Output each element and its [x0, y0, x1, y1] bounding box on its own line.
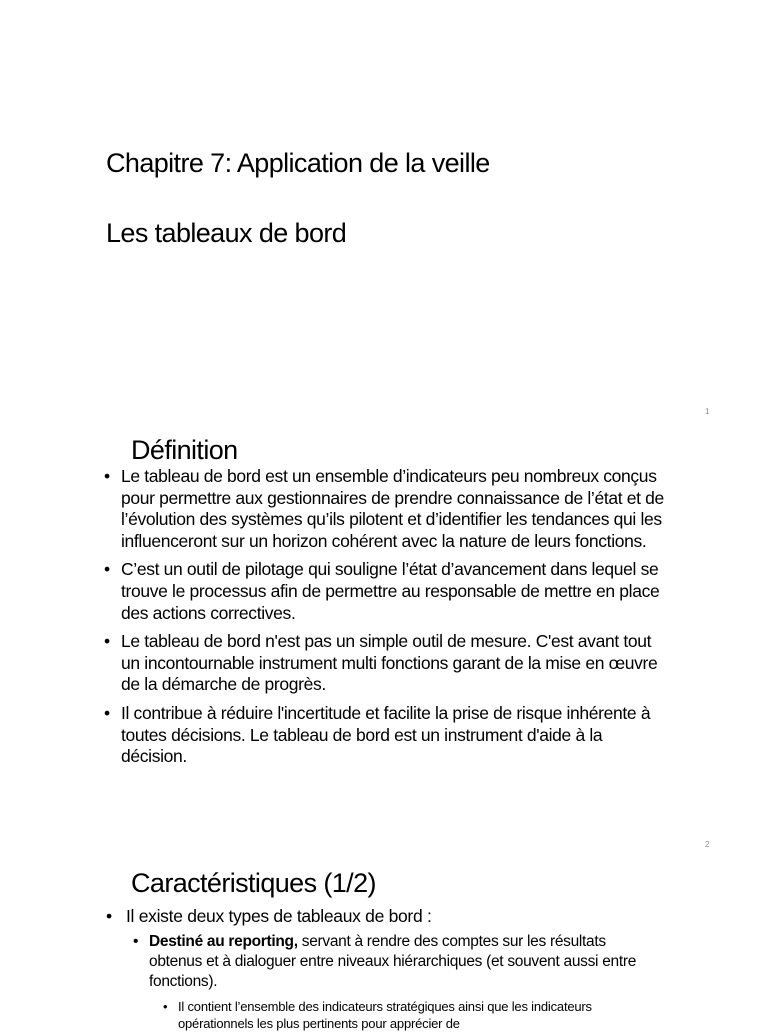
page-number-1: 1: [705, 407, 710, 416]
slide2-title: Définition: [131, 435, 238, 465]
bullet-icon: •: [106, 906, 112, 926]
definition-text: Le tableau de bord est un ensemble d’indicateurs peu nombreux conçus pour permettre aux gestionnaires de prendre connaissance de l’état et de l’évolution des systèmes qu’ils pilotent et d’identifier les tendances qui les influenceront sur un horizon cohérent avec la nature de leurs fonctions.: [121, 466, 664, 551]
reporting-subitem: [163, 998, 643, 1032]
bullet-icon: •: [163, 999, 168, 1014]
slide3-title: Caractéristiques (1/2): [131, 868, 376, 898]
page-number-2: 2: [705, 840, 710, 849]
definition-text: C’est un outil de pilotage qui souligne l’état d’avancement dans lequel se trouve le processus afin de permettre au responsable de mettre en place des actions correctives.: [121, 559, 660, 623]
slide1-subtitle: Les tableaux de bord: [106, 218, 347, 248]
reporting-item: [133, 932, 653, 992]
reporting-text: servant à rendre des comptes sur les résultats obtenus et à dialoguer entre niveaux hiérarchiques (et souvent aussi entre fonctions).: [149, 933, 637, 990]
slide1-title: Chapitre 7: Application de la veille: [106, 148, 490, 178]
definition-item: [104, 631, 664, 696]
definition-item: [104, 559, 664, 624]
types-intro-text: Il existe deux types de tableaux de bord :: [126, 906, 432, 926]
bullet-icon: •: [104, 631, 110, 652]
bullet-icon: •: [104, 559, 110, 580]
reporting-label: Destiné au reporting,: [149, 933, 298, 950]
definition-list: [104, 466, 664, 775]
bullet-icon: •: [104, 702, 110, 723]
reporting-subitem-text: Il contient l’ensemble des indicateurs stratégiques ainsi que les indicateurs opérationnels les plus pertinents pour apprécier de: [178, 999, 592, 1031]
definition-text: Il contribue à réduire l'incertitude et facilite la prise de risque inhérente à toutes décisions. Le tableau de bord est un instrument d'aide à la décision.: [121, 702, 651, 767]
bullet-icon: •: [104, 466, 110, 486]
definition-item: [104, 703, 664, 768]
definition-item: [104, 466, 664, 552]
definition-text: Le tableau de bord n'est pas un simple outil de mesure. C'est avant tout un incontournable instrument multi fonctions garant de la mise en œuvre de la démarche de progrès.: [121, 631, 658, 695]
bullet-icon: •: [133, 933, 139, 950]
types-intro: [106, 905, 432, 927]
